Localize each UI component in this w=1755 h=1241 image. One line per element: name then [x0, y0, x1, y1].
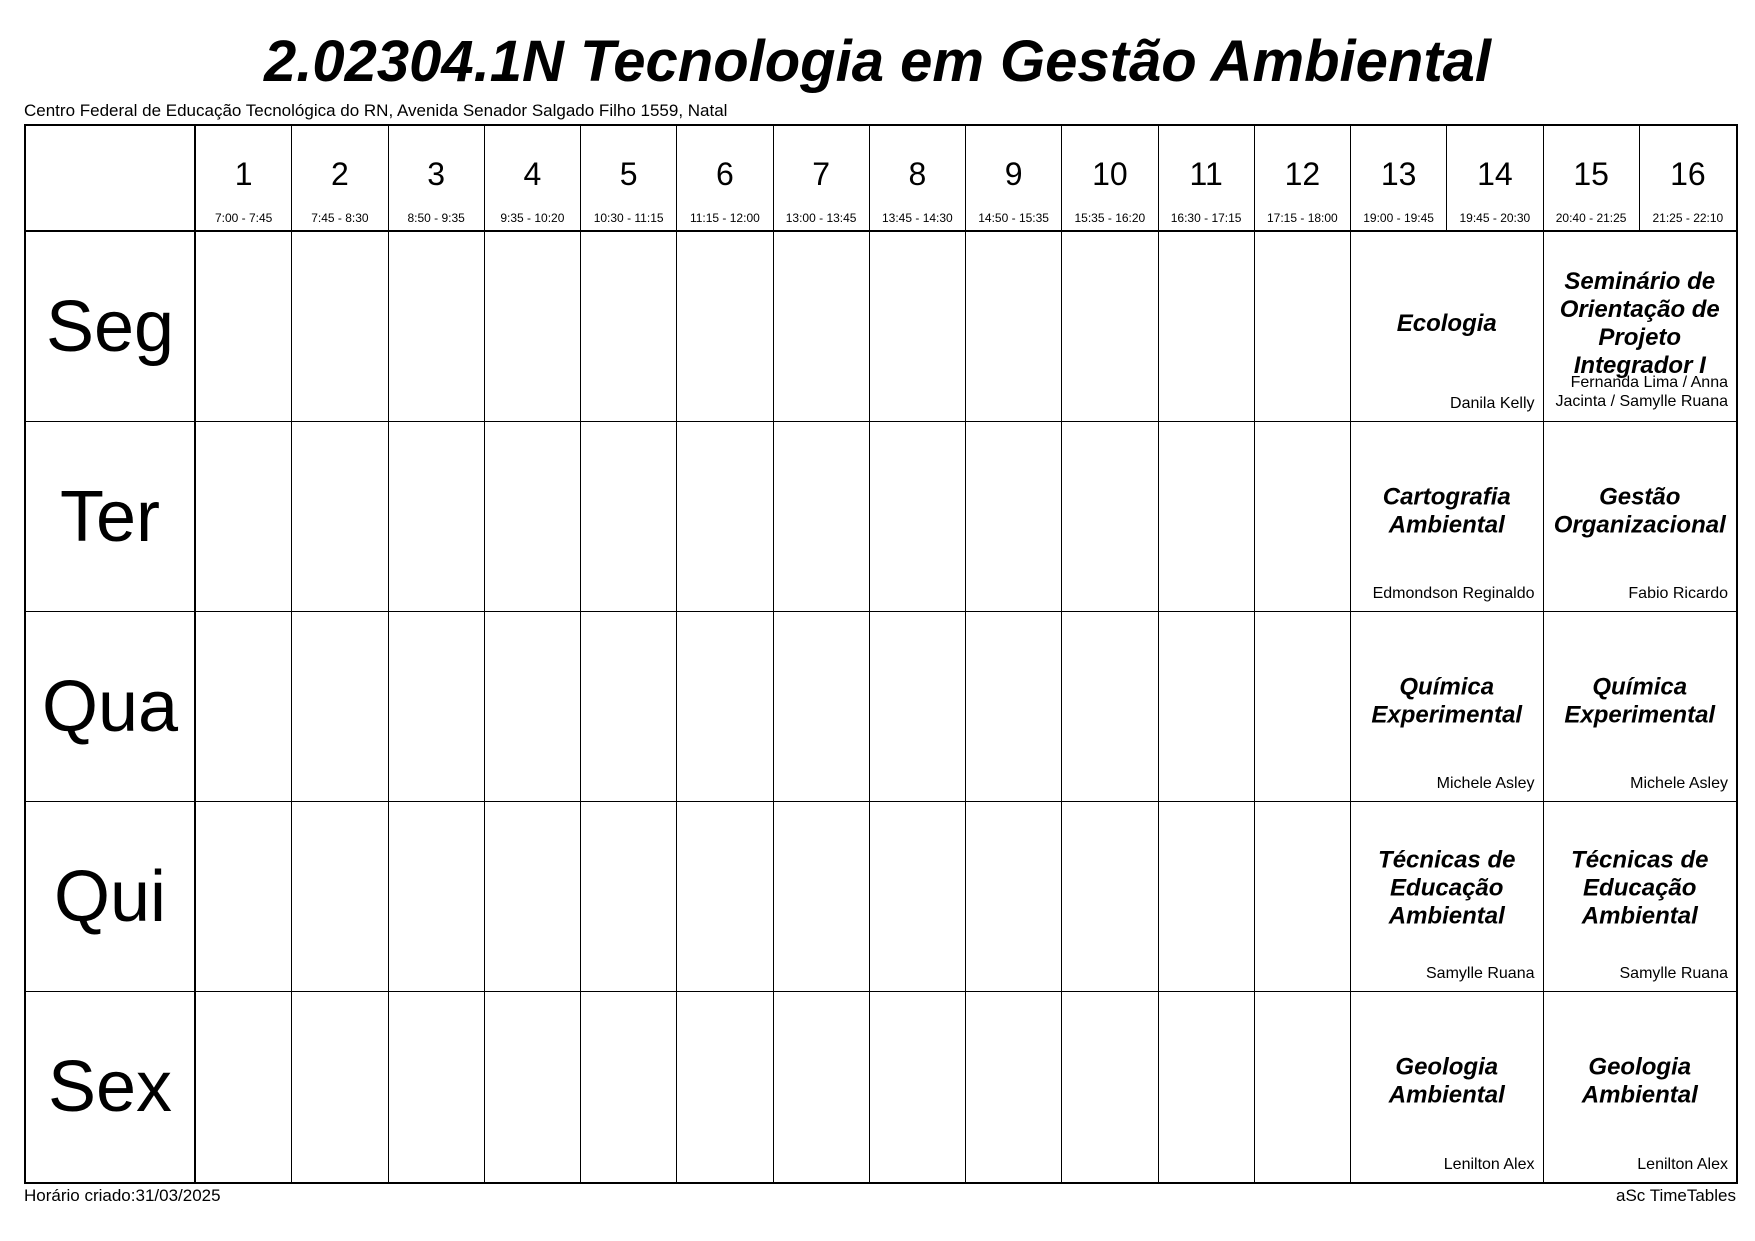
lesson-subject: Química Experimental	[1371, 672, 1523, 728]
lesson-teacher: Edmondson Reginaldo	[1372, 585, 1535, 602]
empty-slot	[1159, 612, 1255, 802]
empty-slot	[292, 422, 388, 612]
empty-slot	[1255, 612, 1351, 802]
lesson-block[interactable]	[1351, 992, 1544, 1182]
lesson-subject: Técnicas de Educação Ambiental	[1571, 846, 1709, 930]
empty-slot	[966, 802, 1062, 992]
empty-slot	[292, 992, 388, 1182]
lesson-block[interactable]	[1544, 802, 1737, 992]
empty-slot	[485, 612, 581, 802]
period-number: 9	[1004, 156, 1023, 192]
lesson-teacher: Lenilton Alex	[1637, 1156, 1728, 1173]
empty-slot	[389, 232, 485, 422]
empty-slot	[966, 422, 1062, 612]
empty-slot	[774, 232, 870, 422]
lesson-subject: Seminário de Orientação de Projeto Integrador I	[1559, 268, 1720, 379]
period-header	[1062, 126, 1158, 232]
period-time: 9:35 - 10:20	[500, 211, 565, 225]
empty-slot	[870, 422, 966, 612]
period-time: 19:00 - 19:45	[1363, 211, 1434, 225]
empty-slot	[966, 992, 1062, 1182]
day-label: Ter	[26, 422, 196, 612]
empty-slot	[870, 802, 966, 992]
lesson-subject: Geologia Ambiental	[1388, 1053, 1505, 1109]
empty-slot	[1062, 422, 1158, 612]
grid-corner	[26, 126, 196, 232]
empty-slot	[774, 992, 870, 1182]
empty-slot	[1159, 422, 1255, 612]
period-number: 3	[427, 156, 446, 192]
lesson-teacher: Lenilton Alex	[1443, 1156, 1535, 1173]
empty-slot	[1255, 802, 1351, 992]
period-time: 8:50 - 9:35	[407, 211, 465, 225]
period-time: 7:00 - 7:45	[214, 211, 273, 225]
period-time: 15:35 - 16:20	[1074, 211, 1146, 225]
page-title: 2.02304.1N Tecnologia em Gestão Ambiental	[263, 29, 1492, 94]
day-label: Qui	[26, 802, 196, 992]
period-time: 10:30 - 11:15	[593, 211, 664, 225]
empty-slot	[1062, 992, 1158, 1182]
period-number: 1	[234, 156, 253, 192]
empty-slot	[292, 232, 388, 422]
empty-slot	[292, 802, 388, 992]
empty-slot	[870, 232, 966, 422]
period-header	[1351, 126, 1447, 232]
period-header	[389, 126, 485, 232]
empty-slot	[581, 232, 677, 422]
software-brand: aSc TimeTables	[1616, 1186, 1736, 1205]
period-header	[1255, 126, 1351, 232]
empty-slot	[389, 802, 485, 992]
empty-slot	[196, 992, 292, 1182]
empty-slot	[1062, 612, 1158, 802]
period-number: 10	[1092, 156, 1128, 192]
period-header	[292, 126, 388, 232]
period-time: 14:50 - 15:35	[978, 211, 1049, 225]
period-number: 2	[330, 156, 349, 192]
empty-slot	[1159, 992, 1255, 1182]
empty-slot	[870, 612, 966, 802]
period-header	[774, 126, 870, 232]
lesson-subject: Gestão Organizacional	[1553, 482, 1726, 538]
empty-slot	[389, 992, 485, 1182]
period-number: 12	[1284, 156, 1321, 192]
empty-slot	[966, 612, 1062, 802]
lesson-subject: Técnicas de Educação Ambiental	[1378, 846, 1516, 930]
empty-slot	[1255, 422, 1351, 612]
period-time: 17:15 - 18:00	[1267, 211, 1338, 225]
empty-slot	[196, 612, 292, 802]
period-number: 5	[619, 156, 638, 192]
empty-slot	[677, 422, 773, 612]
period-header	[677, 126, 773, 232]
period-number: 6	[715, 156, 734, 192]
empty-slot	[485, 992, 581, 1182]
period-time: 13:00 - 13:45	[785, 211, 857, 225]
lesson-block[interactable]	[1544, 612, 1737, 802]
period-time: 19:45 - 20:30	[1459, 211, 1531, 225]
empty-slot	[677, 232, 773, 422]
empty-slot	[485, 422, 581, 612]
empty-slot	[581, 802, 677, 992]
period-number: 11	[1189, 156, 1223, 192]
period-number: 15	[1573, 156, 1609, 192]
period-header	[1640, 126, 1736, 232]
empty-slot	[196, 802, 292, 992]
period-header	[1544, 126, 1640, 232]
day-label: Seg	[26, 232, 196, 422]
period-time: 16:30 - 17:15	[1170, 211, 1242, 225]
period-time: 21:25 - 22:10	[1652, 211, 1724, 225]
empty-slot	[389, 422, 485, 612]
lesson-block[interactable]	[1351, 232, 1544, 422]
empty-slot	[1159, 232, 1255, 422]
created-date: Horário criado:31/03/2025	[24, 1186, 221, 1205]
empty-slot	[774, 422, 870, 612]
lesson-block[interactable]	[1351, 612, 1544, 802]
period-time: 11:15 - 12:00	[689, 211, 760, 225]
lesson-teacher: Michele Asley	[1436, 775, 1535, 792]
lesson-subject: Ecologia	[1396, 309, 1497, 337]
empty-slot	[677, 992, 773, 1182]
period-number: 14	[1477, 156, 1513, 192]
period-header	[1159, 126, 1255, 232]
empty-slot	[485, 802, 581, 992]
period-header	[966, 126, 1062, 232]
lesson-teacher: Fabio Ricardo	[1628, 585, 1728, 602]
lesson-subject: Geologia Ambiental	[1581, 1053, 1698, 1109]
period-number: 8	[908, 156, 927, 192]
day-label: Sex	[26, 992, 196, 1182]
empty-slot	[677, 612, 773, 802]
empty-slot	[485, 232, 581, 422]
empty-slot	[389, 612, 485, 802]
school-address: Centro Federal de Educação Tecnológica do RN, Avenida Senador Salgado Filho 1559, Natal	[24, 101, 728, 120]
day-label: Qua	[26, 612, 196, 802]
period-time: 13:45 - 14:30	[882, 211, 953, 225]
empty-slot	[581, 422, 677, 612]
period-header	[1447, 126, 1543, 232]
empty-slot	[774, 612, 870, 802]
empty-slot	[1255, 232, 1351, 422]
period-header	[581, 126, 677, 232]
period-time: 7:45 - 8:30	[311, 211, 369, 225]
lesson-teacher: Fernanda Lima / Anna Jacinta / Samylle Ruana	[1555, 374, 1728, 410]
lesson-teacher: Danila Kelly	[1450, 395, 1535, 412]
empty-slot	[1159, 802, 1255, 992]
empty-slot	[966, 232, 1062, 422]
empty-slot	[581, 612, 677, 802]
lesson-teacher: Samylle Ruana	[1619, 965, 1728, 982]
empty-slot	[1062, 802, 1158, 992]
empty-slot	[292, 612, 388, 802]
empty-slot	[581, 992, 677, 1182]
empty-slot	[196, 232, 292, 422]
period-header	[485, 126, 581, 232]
period-time: 20:40 - 21:25	[1555, 211, 1627, 225]
empty-slot	[774, 802, 870, 992]
lesson-block[interactable]	[1351, 422, 1544, 612]
lesson-teacher: Samylle Ruana	[1426, 965, 1535, 982]
empty-slot	[196, 422, 292, 612]
period-number: 4	[523, 156, 542, 192]
period-header	[870, 126, 966, 232]
lesson-teacher: Michele Asley	[1630, 775, 1728, 792]
timetable-grid	[24, 124, 1738, 1184]
lesson-block[interactable]	[1351, 802, 1544, 992]
lesson-block[interactable]	[1544, 422, 1737, 612]
empty-slot	[1255, 992, 1351, 1182]
lesson-subject: Cartografia Ambiental	[1382, 482, 1511, 538]
period-number: 7	[812, 156, 831, 192]
lesson-block[interactable]	[1544, 992, 1737, 1182]
empty-slot	[1062, 232, 1158, 422]
period-header	[196, 126, 292, 232]
empty-slot	[870, 992, 966, 1182]
period-number: 16	[1670, 156, 1706, 192]
period-number: 13	[1380, 156, 1417, 192]
lesson-block[interactable]	[1544, 232, 1737, 422]
empty-slot	[677, 802, 773, 992]
lesson-subject: Química Experimental	[1564, 672, 1716, 728]
